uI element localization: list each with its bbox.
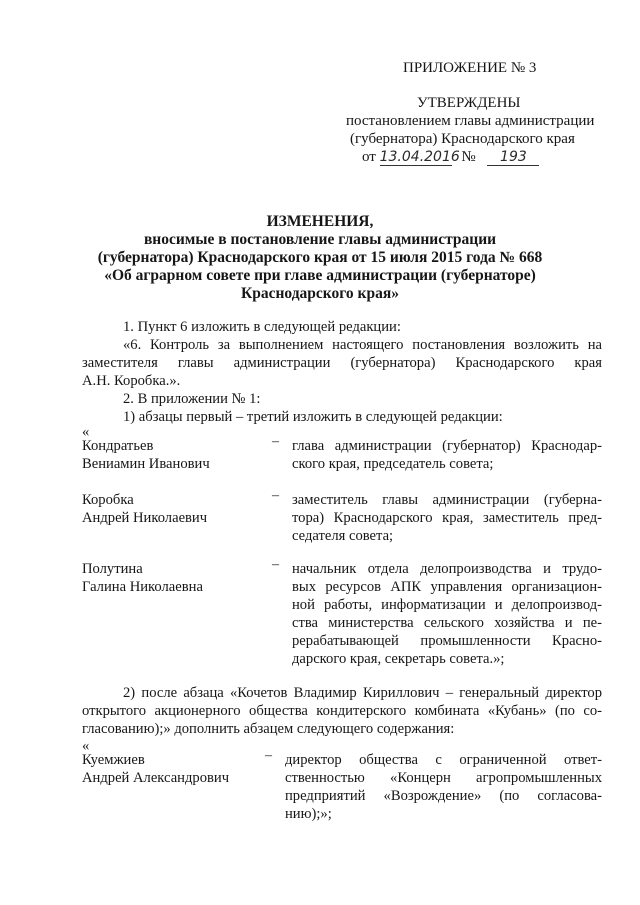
- member-role-line: директор общества с ограниченной ответ-: [285, 752, 602, 768]
- appendix-heading: ПРИЛОЖЕНИЕ № 3: [403, 60, 537, 76]
- paragraph-4: 1) абзацы первый – третий изложить в следующей редакции:: [123, 409, 503, 425]
- paragraph-2-line-3: А.Н. Коробка.».: [82, 373, 181, 389]
- member-dash: –: [272, 488, 279, 503]
- paragraph-3: 2. В приложении № 1:: [123, 391, 261, 407]
- approved-by-line-1: постановлением главы администрации: [346, 113, 595, 129]
- member-given-name: Вениамин Иванович: [82, 456, 210, 472]
- member-role-line: нию);»;: [285, 806, 332, 822]
- member-given-name: Галина Николаевна: [82, 579, 203, 595]
- member-given-name: Андрей Александрович: [82, 770, 230, 786]
- member-role-line: ственностью «Концерн агропромышленных: [285, 770, 602, 786]
- member-role-line: глава администрации (губернатор) Краснодар-: [292, 438, 602, 454]
- paragraph-2-line-2: заместителя главы администрации (губернатора) Краснодарского края: [82, 355, 602, 371]
- member-role-line: ной работы, информатизации и делопроизвод-: [292, 597, 602, 613]
- member-surname: Коробка: [82, 492, 134, 508]
- member-given-name: Андрей Николаевич: [82, 510, 208, 526]
- member-role-line: дарского края, секретарь совета.»;: [292, 651, 505, 667]
- member-role-line: предприятий «Возрождение» (по согласова-: [285, 788, 602, 804]
- member-role-line: тора) Краснодарского края, заместитель пред-: [292, 510, 602, 526]
- open-quote-2: «: [82, 738, 90, 754]
- open-quote-1: «: [82, 424, 90, 440]
- paragraph-5-line-3: гласованию);» дополнить абзацем следующего содержания:: [82, 721, 455, 737]
- handwritten-number: 193: [487, 149, 539, 166]
- member-surname: Полутина: [82, 561, 143, 577]
- title-line-2: вносимые в постановление главы администрации: [143, 231, 497, 248]
- member-role-line: седателя совета;: [292, 528, 394, 544]
- from-label: от: [362, 149, 376, 165]
- paragraph-1: 1. Пункт 6 изложить в следующей редакции:: [123, 319, 401, 335]
- member-dash: –: [265, 748, 272, 763]
- handwritten-date: 13.04.2016: [379, 149, 460, 165]
- paragraph-2-line-1: «6. Контроль за выполнением настоящего постановления возложить на: [123, 337, 602, 353]
- member-role-line: ского края, председатель совета;: [292, 456, 494, 472]
- date-number-line: [362, 149, 539, 166]
- number-label: №: [461, 149, 476, 165]
- member-role-line: рерабатывающей промышленности Красно-: [292, 633, 602, 649]
- member-role-line: ства министерства сельского хозяйства и пе-: [292, 615, 602, 631]
- paragraph-5-line-2: открытого акционерного общества кондитерского комбината «Кубань» (по со-: [82, 703, 602, 719]
- member-dash: –: [272, 434, 279, 449]
- approved-by-line-2: (губернатора) Краснодарского края: [350, 131, 575, 147]
- member-role-line: вых ресурсов АПК управления организацион-: [292, 579, 602, 595]
- approved-label: УТВЕРЖДЕНЫ: [417, 95, 521, 111]
- title-line-4: «Об аграрном совете при главе администрации (губернаторе): [104, 267, 536, 284]
- member-role-line: начальник отдела делопроизводства и трудо-: [292, 561, 602, 577]
- member-surname: Кондратьев: [82, 438, 154, 454]
- title-line-3: (губернатора) Краснодарского края от 15 июля 2015 года № 668: [97, 249, 543, 266]
- member-surname: Куемжиев: [82, 752, 145, 768]
- title-line-1: ИЗМЕНЕНИЯ,: [266, 213, 374, 230]
- title-line-5: Краснодарского края»: [240, 285, 399, 302]
- paragraph-5-line-1: 2) после абзаца «Кочетов Владимир Кириллович – генеральный директор: [123, 685, 602, 701]
- member-dash: –: [272, 557, 279, 572]
- member-role-line: заместитель главы администрации (губерна-: [292, 492, 602, 508]
